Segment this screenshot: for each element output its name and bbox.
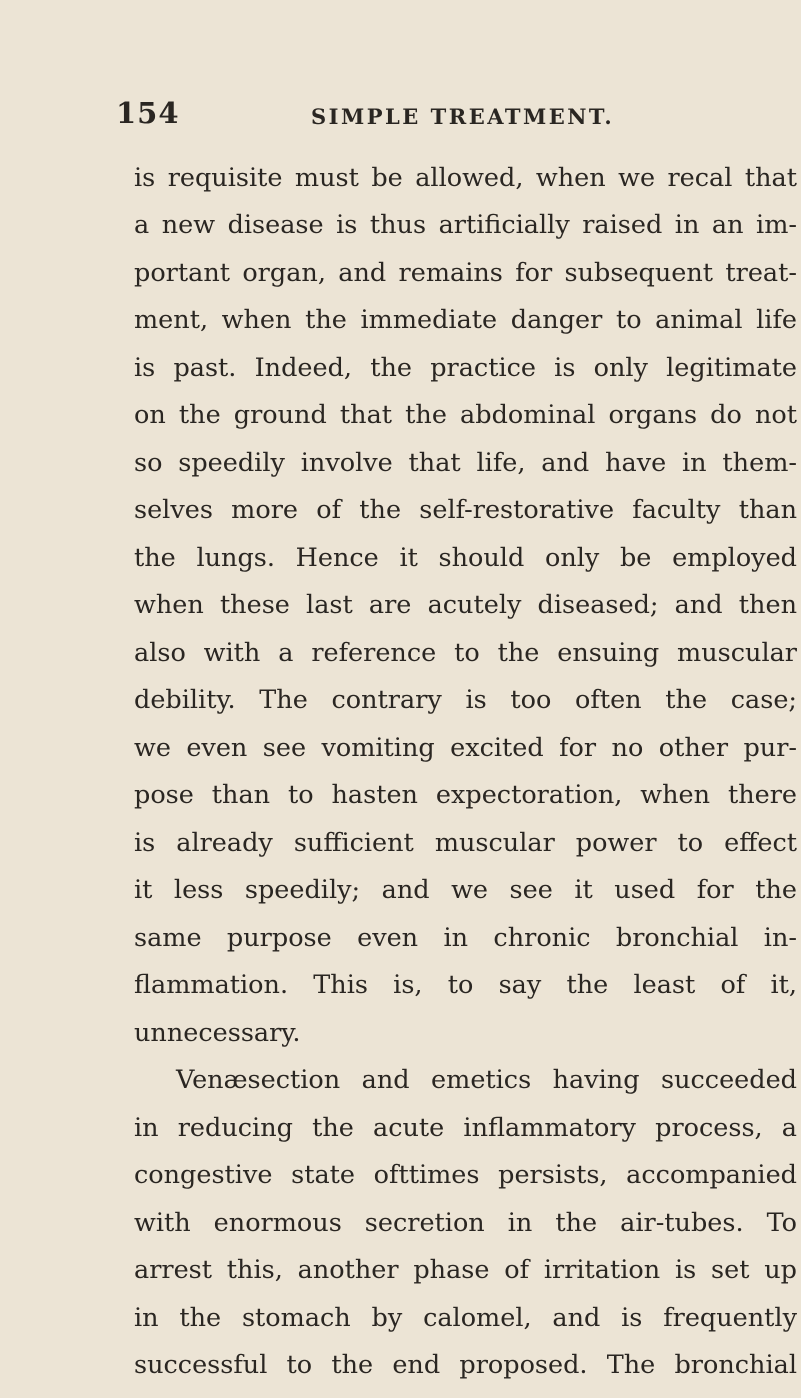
running-head: SIMPLE TREATMENT. (311, 104, 615, 129)
text-line: flammation. This is, to say the least of it, (134, 970, 797, 1000)
text-line: Venæsection and emetics having succeeded (176, 1065, 797, 1095)
text-line: we even see vomiting excited for no other pur- (134, 733, 797, 763)
text-line: ment, when the immediate danger to animal life (134, 305, 797, 335)
text-line: successful to the end proposed. The bronchial (134, 1350, 797, 1380)
text-line: is past. Indeed, the practice is only legitimate (134, 353, 797, 383)
page-header (0, 96, 801, 136)
text-line: so speedily involve that life, and have in them- (134, 448, 797, 478)
text-line: is already sufficient muscular power to effect (134, 828, 797, 858)
text-line: with enormous secretion in the air-tubes. To (134, 1208, 797, 1238)
text-line: unnecessary. (134, 1018, 301, 1048)
text-line: selves more of the self-restorative faculty than (134, 495, 797, 525)
text-line: arrest this, another phase of irritation is set up (134, 1255, 797, 1285)
text-line: debility. The contrary is too often the case; (134, 685, 797, 715)
page-number: 154 (116, 96, 180, 130)
text-line: it less speedily; and we see it used for the (134, 875, 797, 905)
text-line: same purpose even in chronic bronchial in- (134, 923, 797, 953)
text-line: when these last are acutely diseased; and then (134, 590, 797, 620)
text-line: pose than to hasten expectoration, when there (134, 780, 797, 810)
text-line: also with a reference to the ensuing muscular (134, 638, 797, 668)
text-line: portant organ, and remains for subsequent treat- (134, 258, 797, 288)
text-line: is requisite must be allowed, when we recal that (134, 163, 797, 193)
text-line: the lungs. Hence it should only be employed (134, 543, 797, 573)
text-line: on the ground that the abdominal organs do not (134, 400, 797, 430)
text-line: in the stomach by calomel, and is frequently (134, 1303, 797, 1333)
text-line: a new disease is thus artificially raised in an im- (134, 210, 797, 240)
text-line: in reducing the acute inflammatory process, a (134, 1113, 797, 1143)
text-line: congestive state ofttimes persists, accompanied (134, 1160, 797, 1190)
